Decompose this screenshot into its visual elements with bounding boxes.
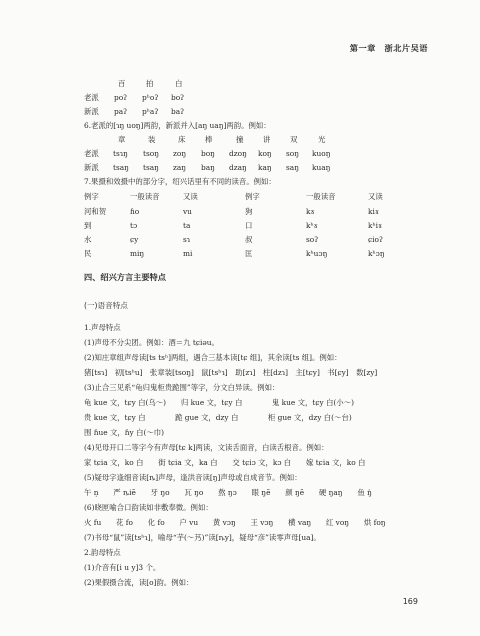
para-1-6: (6)晓匣喻合口韵读如非敷奉微。例如： [84,503,213,512]
table1-row-label: 老派 [84,93,99,102]
table3-head-cell: 又读 [368,192,383,201]
table3-cell: kɤ [306,207,315,216]
para-1: 1.声母特点 [84,323,121,332]
table3-cell: ɕy [130,235,139,244]
para-2: 2.韵母特点 [84,548,121,557]
subsection-heading: (一)语音特点 [84,301,128,310]
table3-cell: soʔ [306,235,319,244]
table1-cell: pʰoʔ [142,93,159,102]
table3-head-cell: 一般读音 [306,192,336,201]
table1-row-label: 新派 [84,107,99,116]
table3-row [0,250,480,260]
table3-cell: 叔 [245,235,253,244]
table3-cell: ta [183,221,191,230]
table2-head-cell: 撞 [236,135,244,144]
para-1-6-examples: 火 fu 花 fo 化 fo 户 vu 黄 vɔŋ 王 vɔŋ 横 vaŋ 红 voŋ 烘 foŋ [84,518,386,527]
table1-cell: boʔ [171,93,185,102]
table3-cell: 河和贺 [84,207,107,216]
table2-cell: tsaŋ [143,163,159,172]
table3-cell: mi [183,249,193,258]
para-1-4-examples: 家 tɕia 文，ko 白 街 tɕia 文，ka 白 交 tɕiɔ 文，kɔ 白 嫁 tɕia 文，ko 白 [84,458,366,467]
table1-row [0,94,480,104]
table2-head-cell: 装 [148,135,156,144]
table3-cell: 到 [84,221,92,230]
table3-cell: kʰɤ [306,221,318,230]
item-6: 6.老派的[ɿŋ uoŋ]两韵，新派并入[aŋ uaŋ]两韵。例如： [84,121,271,130]
table2-cell: koŋ [258,149,272,158]
table1-head-cell: 百 [118,79,126,88]
para-1-7: (7)书母“鼠”读[tsʰɿ]，喻母“芋(～艿)”读[ȵy]，疑母“彦”读零声母[ua]。 [84,533,321,542]
table3-cell: 民 [84,249,92,258]
running-header: 第一章 浙北片吴语 [349,43,428,53]
table2-cell: kuaŋ [312,163,331,172]
table3-cell: ɕioʔ [368,235,383,244]
table1-cell: poʔ [114,93,128,102]
para-1-2-examples: 猪[tsɿ] 初[tsʰu] 张章装[tsoŋ] 鼠[tsʰɿ] 助[zɿ] 柱[dzɿ] 主[tɕy] 书[ɕy] 数[zy] [84,368,378,377]
page-number: 169 [402,597,418,606]
para-2-2: (2)果假摄合流，读[o]韵。例如： [84,578,194,587]
table3-head-cell: 例字 [245,192,260,201]
table3-cell: kʰuɔŋ [306,249,328,258]
table3-cell: 匡 [245,249,253,258]
table2-row-label: 新派 [84,163,99,172]
table3-cell: 口 [245,221,253,230]
para-1-3-examples: 围 ɦue 文，ɦy 白(～巾) [84,428,164,437]
table3-row [0,222,480,232]
table1-head-cell: 白 [175,79,183,88]
table3-row [0,236,480,246]
table2-row [0,150,480,160]
table3-row [0,208,480,218]
table2-cell: baŋ [201,163,215,172]
table2-cell: tsoŋ [143,149,159,158]
para-1-3-examples: 龟 kue 文，tɕy 白(乌～) 归 kue 文，tɕy 白 鬼 kue 文，tɕy 白(小～) [84,398,354,407]
table3-head-cell: 例字 [84,192,99,201]
table3-cell: 水 [84,235,92,244]
para-2-1: (1)介音有[i u y]3 个。 [84,563,161,572]
table2-head [0,136,480,146]
table3-head-cell: 一般读音 [130,192,160,201]
table1-head [0,80,480,90]
para-1-5: (5)疑母字逢细音读[ȵ]声母，逢洪音读[ŋ]声母或自成音节。例如： [84,473,302,482]
para-1-5-examples: 午 n̩ 严 ȵiẽ 牙 ŋo 瓦 ŋo 熬 ŋɔ 眼 ŋẽ 颜 ŋẽ 硬 ŋaŋ 鱼 ŋ̍ [84,488,372,497]
table2-cell: saŋ [286,163,299,172]
table2-cell: soŋ [286,149,300,158]
table3-cell: kʰɔŋ [368,249,385,258]
table3-cell: ɦo [130,207,140,216]
para-1-3-examples: 贵 kue 文，tɕy 白 跪 gue 文，dzy 白 柜 gue 文，dzy 白(～台) [84,413,352,422]
table2-head-cell: 双 [290,135,298,144]
section-heading: 四、绍兴方言主要特点 [84,272,166,282]
table3-cell: kʰiɤ [368,221,383,230]
para-1-3: (3)止合三见系“龟归鬼柜贵跪围”等字，分文白异读。例如： [84,383,280,392]
table2-cell: dzaŋ [229,163,247,172]
table2-cell: kuoŋ [312,149,331,158]
para-1-2: (2)知庄章组声母读[ts tsʰ]两组，遇合三基本读[tɕ 组]，其余读[ts 组]。例如： [84,353,342,362]
table1-head-cell: 拍 [146,79,154,88]
table3-cell: kiɤ [368,207,380,216]
table2-cell: dzoŋ [229,149,247,158]
table2-head-cell: 床 [178,135,186,144]
table2-head-cell: 棒 [205,135,213,144]
table2-cell: tsaŋ [113,163,129,172]
table2-head-cell: 章 [118,135,126,144]
table3-cell: sɿ [183,235,191,244]
table2-cell: kaŋ [258,163,272,172]
item-7: 7.果摄和效摄中的部分字，绍兴话里有不同的读音。例如： [84,177,276,186]
table2-cell: zaŋ [173,163,187,172]
table3-cell: vu [183,207,192,216]
table3-cell: 狗 [245,207,253,216]
para-1-1: (1)声母不分尖团。例如：酒＝九 tɕiəu。 [84,338,219,347]
para-1-4: (4)见母开口二等字今有声母[tɕ k]两读，文读舌面音，白读舌根音。例如： [84,443,329,452]
table2-head-cell: 讲 [263,135,271,144]
table3-head [0,193,480,203]
table2-cell: tsɿŋ [113,149,128,158]
table3-cell: miŋ [130,249,145,258]
table2-cell: zoŋ [173,149,187,158]
table1-cell: baʔ [171,107,185,116]
table3-head-cell: 又读 [183,192,198,201]
table1-cell: paʔ [114,107,128,116]
table2-cell: boŋ [201,149,215,158]
table1-row [0,108,480,118]
table3-cell: tɔ [130,221,138,230]
table2-row [0,164,480,174]
table2-head-cell: 光 [318,135,326,144]
table2-row-label: 老派 [84,149,99,158]
table1-cell: pʰaʔ [142,107,159,116]
